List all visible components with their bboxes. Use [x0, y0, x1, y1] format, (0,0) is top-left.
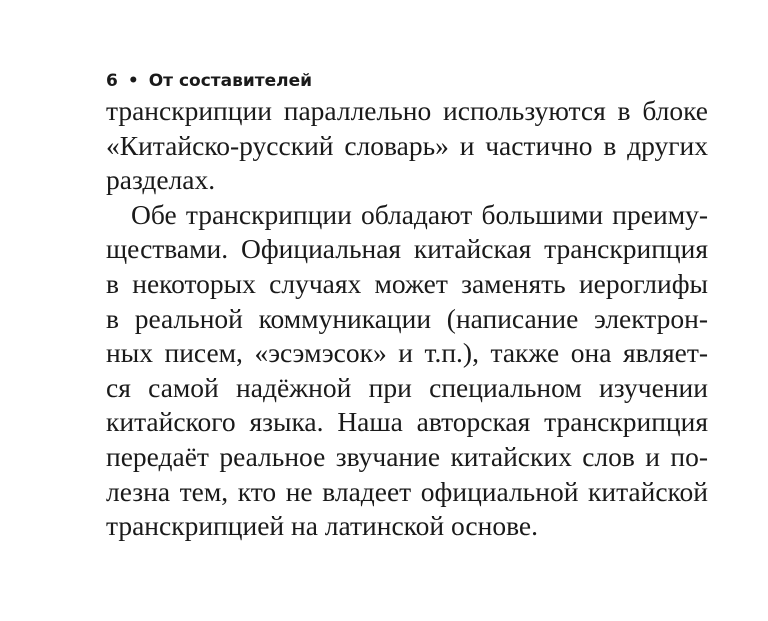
text-line: ных писем, «эсэмэсок» и т.п.), также она являет- [106, 337, 708, 369]
text-line: транскрипции параллельно используются в блоке [106, 95, 708, 126]
text-line: ся самой надёжной при специальном изучении [106, 371, 708, 403]
text-line: «Китайско-русский словарь» и частично в других [106, 129, 708, 161]
book-page [106, 68, 708, 544]
text-line: в некоторых случаях может заменять иероглифы [106, 267, 708, 299]
text-line: разделах. [106, 164, 216, 196]
running-head [106, 68, 708, 94]
bullet-separator: • [127, 71, 139, 91]
text-line: транскрипцией на латинской основе. [106, 510, 538, 542]
paragraph-2 [106, 198, 708, 544]
body-text [106, 94, 708, 544]
section-title: От составителей [148, 71, 313, 91]
paragraph-1 [106, 94, 708, 198]
page-number: 6 [106, 71, 118, 91]
text-line: передаёт реальное звучание китайских слов и по- [106, 440, 708, 472]
text-line: лезна тем, кто не владеет официальной китайской [106, 475, 708, 507]
text-line: Обе транскрипции обладают большими преиму- [131, 198, 708, 230]
text-line: ществами. Официальная китайская транскрипция [106, 233, 708, 265]
text-line: китайского языка. Наша авторская транскрипция [106, 406, 708, 438]
text-line: в реальной коммуникации (написание электрон- [106, 302, 708, 334]
